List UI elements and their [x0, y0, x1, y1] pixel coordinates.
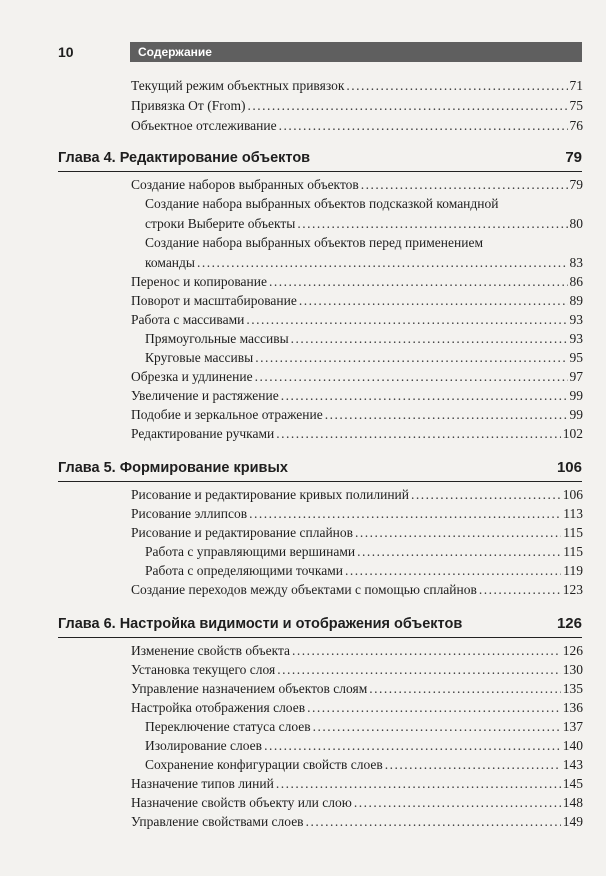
chapter-title: Глава 6. Настройка видимости и отображения объектов: [58, 616, 463, 632]
toc-entry[interactable]: команды ..... 83: [145, 254, 583, 272]
toc-entry[interactable]: Настройка отображения слоев ..... 136: [131, 699, 583, 717]
toc-entry[interactable]: Круговые массивы ..... 95: [145, 349, 583, 367]
toc-entry[interactable]: Поворот и масштабирование ..... 89: [131, 292, 583, 310]
chapter-title: Глава 4. Редактирование объектов: [58, 150, 311, 166]
chapter-heading[interactable]: [58, 615, 582, 637]
toc-entry[interactable]: Перенос и копирование ..... 86: [131, 273, 583, 291]
toc-entry[interactable]: Рисование и редактирование сплайнов ..... 115: [131, 524, 583, 542]
chapter-page: 126: [556, 615, 582, 632]
toc-entry[interactable]: Изменение свойств объекта ..... 126: [131, 642, 583, 660]
toc-entry[interactable]: Увеличение и растяжение ..... 99: [131, 387, 583, 405]
toc-entry[interactable]: Рисование эллипсов ..... 113: [131, 505, 583, 523]
chapter-page: 79: [565, 149, 582, 166]
section-title: Содержание: [138, 45, 212, 59]
chapter-rule: [58, 481, 582, 482]
toc-entry[interactable]: Привязка От (From) ..... 75: [131, 97, 583, 115]
toc-entry[interactable]: Работа с массивами ..... 93: [131, 311, 583, 329]
toc-entry[interactable]: Создание наборов выбранных объектов ..... 79: [131, 176, 583, 194]
toc-entry[interactable]: Управление свойствами слоев ..... 149: [131, 813, 583, 831]
toc-entry[interactable]: Работа с определяющими точками ..... 119: [145, 562, 583, 580]
toc-entry[interactable]: Обрезка и удлинение ..... 97: [131, 368, 583, 386]
toc-entry[interactable]: Создание переходов между объектами с помощью сплайнов ..... 123: [131, 581, 583, 599]
toc-entry[interactable]: Изолирование слоев ..... 140: [145, 737, 583, 755]
toc-entry[interactable]: Работа с управляющими вершинами ..... 115: [145, 543, 583, 561]
toc-entry[interactable]: Переключение статуса слоев ..... 137: [145, 718, 583, 736]
chapter-rule: [58, 637, 582, 638]
toc-entry[interactable]: Сохранение конфигурации свойств слоев ..... 143: [145, 756, 583, 774]
toc-entry[interactable]: Подобие и зеркальное отражение ..... 99: [131, 406, 583, 424]
toc-entry[interactable]: Рисование и редактирование кривых полилиний ..... 106: [131, 486, 583, 504]
toc-entry[interactable]: Объектное отслеживание ..... 76: [131, 117, 583, 135]
toc-entry-line1[interactable]: Создание набора выбранных объектов подсказкой командной: [145, 196, 499, 211]
page-number: 10: [58, 44, 74, 60]
toc-entry[interactable]: Управление назначением объектов слоям ..... 135: [131, 680, 583, 698]
chapter-title: Глава 5. Формирование кривых: [58, 460, 288, 476]
toc-entry[interactable]: Прямоугольные массивы ..... 93: [145, 330, 583, 348]
toc-entry[interactable]: Назначение типов линий ..... 145: [131, 775, 583, 793]
toc-entry[interactable]: Редактирование ручками ..... 102: [131, 425, 583, 443]
chapter-page: 106: [556, 459, 582, 476]
chapter-heading[interactable]: [58, 459, 582, 481]
toc-entry-line1[interactable]: Создание набора выбранных объектов перед применением: [145, 235, 483, 250]
toc-entry[interactable]: Текущий режим объектных привязок ..... 71: [131, 77, 583, 95]
toc-entry[interactable]: Установка текущего слоя ..... 130: [131, 661, 583, 679]
toc-entry[interactable]: строки Выберите объекты ..... 80: [145, 215, 583, 233]
chapter-rule: [58, 171, 582, 172]
chapter-heading[interactable]: [58, 149, 582, 171]
toc-entry[interactable]: Назначение свойств объекту или слою ..... 148: [131, 794, 583, 812]
